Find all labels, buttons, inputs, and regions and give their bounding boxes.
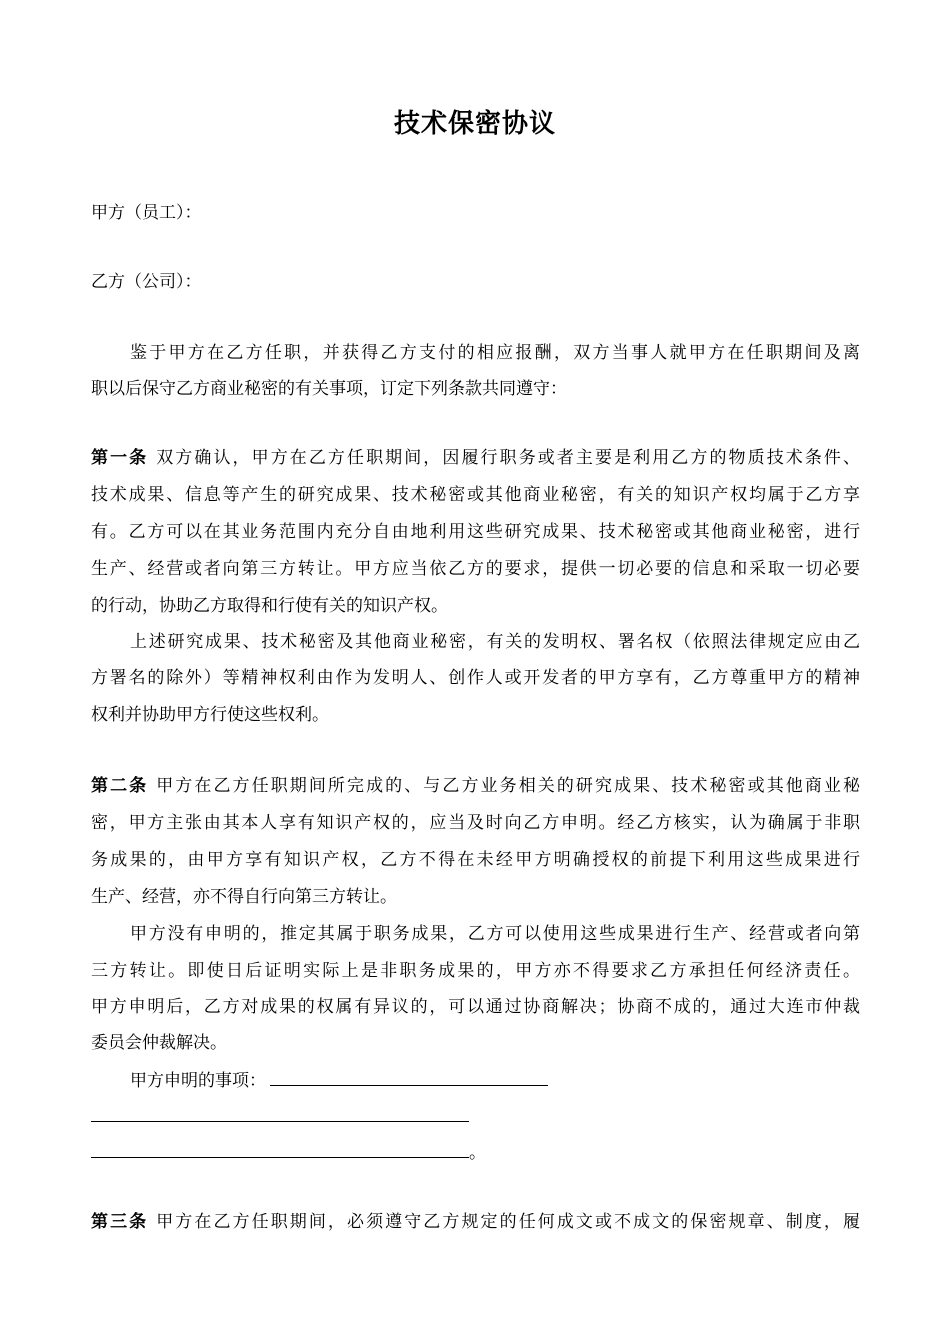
article3-text: 甲方在乙方任职期间，必须遵守乙方规定的任何成文或不成文的保密规章、制度，履 — [156, 1212, 861, 1232]
article2-para2-line: 委员会仲裁解决。 — [91, 1033, 227, 1053]
article2-line: 生产、经营，亦不得自行向第三方转让。 — [91, 887, 397, 907]
declaration-blank-line — [91, 1101, 860, 1131]
article1-para2-line: 上述研究成果、技术秘密及其他商业秘密，有关的发明权、署名权（依照法律规定应由乙 — [130, 632, 860, 652]
article2-first-line — [91, 772, 860, 800]
declaration-blank[interactable] — [270, 1065, 548, 1086]
declaration-blank-line — [91, 1137, 860, 1167]
declaration-blank[interactable] — [91, 1137, 469, 1158]
party-b-line: 乙方（公司）： — [91, 272, 202, 292]
article2-line: 务成果的，由甲方享有知识产权，乙方不得在未经甲方明确授权的前提下利用这些成果进行 — [91, 850, 860, 870]
article2-para2-line: 甲方申明后，乙方对成果的权属有异议的，可以通过协商解决；协商不成的，通过大连市仲裁 — [91, 997, 860, 1017]
preamble-line: 鉴于甲方在乙方任职，并获得乙方支付的相应报酬，双方当事人就甲方在任职期间及离 — [130, 343, 860, 363]
article2-label: 第二条 — [91, 776, 149, 796]
party-a-line: 甲方（员工）： — [91, 203, 202, 223]
declaration-line — [130, 1065, 860, 1095]
preamble-line: 职以后保守乙方商业秘密的有关事项，订定下列条款共同遵守： — [91, 379, 567, 399]
declaration-blank[interactable] — [91, 1101, 469, 1122]
article3-label: 第三条 — [91, 1212, 149, 1232]
article1-text: 双方确认，甲方在乙方任职期间，因履行职务或者主要是利用乙方的物质技术条件、 — [156, 448, 861, 468]
article1-line: 有。乙方可以在其业务范围内充分自由地利用这些研究成果、技术秘密或其他商业秘密，进行 — [91, 522, 860, 542]
declaration-label: 甲方申明的事项： — [130, 1071, 266, 1091]
article3-first-line — [91, 1208, 860, 1236]
article1-line: 生产、经营或者向第三方转让。甲方应当依乙方的要求，提供一切必要的信息和采取一切必要 — [91, 559, 860, 579]
document-title: 技术保密协议 — [393, 109, 556, 139]
article1-first-line — [91, 444, 860, 472]
article2-line: 密，甲方主张由其本人享有知识产权的，应当及时向乙方申明。经乙方核实，认为确属于非职 — [91, 813, 860, 833]
article1-para2-line: 权利并协助甲方行使这些权利。 — [91, 705, 329, 725]
article2-para2-line: 甲方没有申明的，推定其属于职务成果，乙方可以使用这些成果进行生产、经营或者向第 — [130, 924, 860, 944]
article1-label: 第一条 — [91, 448, 149, 468]
article1-line: 技术成果、信息等产生的研究成果、技术秘密或其他商业秘密，有关的知识产权均属于乙方享 — [91, 485, 860, 505]
article2-para2-line: 三方转让。即使日后证明实际上是非职务成果的，甲方亦不得要求乙方承担任何经济责任。 — [91, 961, 860, 981]
article1-para2-line: 方署名的除外）等精神权利由作为发明人、创作人或开发者的甲方享有，乙方尊重甲方的精神 — [91, 668, 860, 688]
article2-text: 甲方在乙方任职期间所完成的、与乙方业务相关的研究成果、技术秘密或其他商业秘 — [156, 776, 861, 796]
declaration-end-mark: 。 — [469, 1143, 486, 1163]
article1-line: 的行动，协助乙方取得和行使有关的知识产权。 — [91, 596, 448, 616]
